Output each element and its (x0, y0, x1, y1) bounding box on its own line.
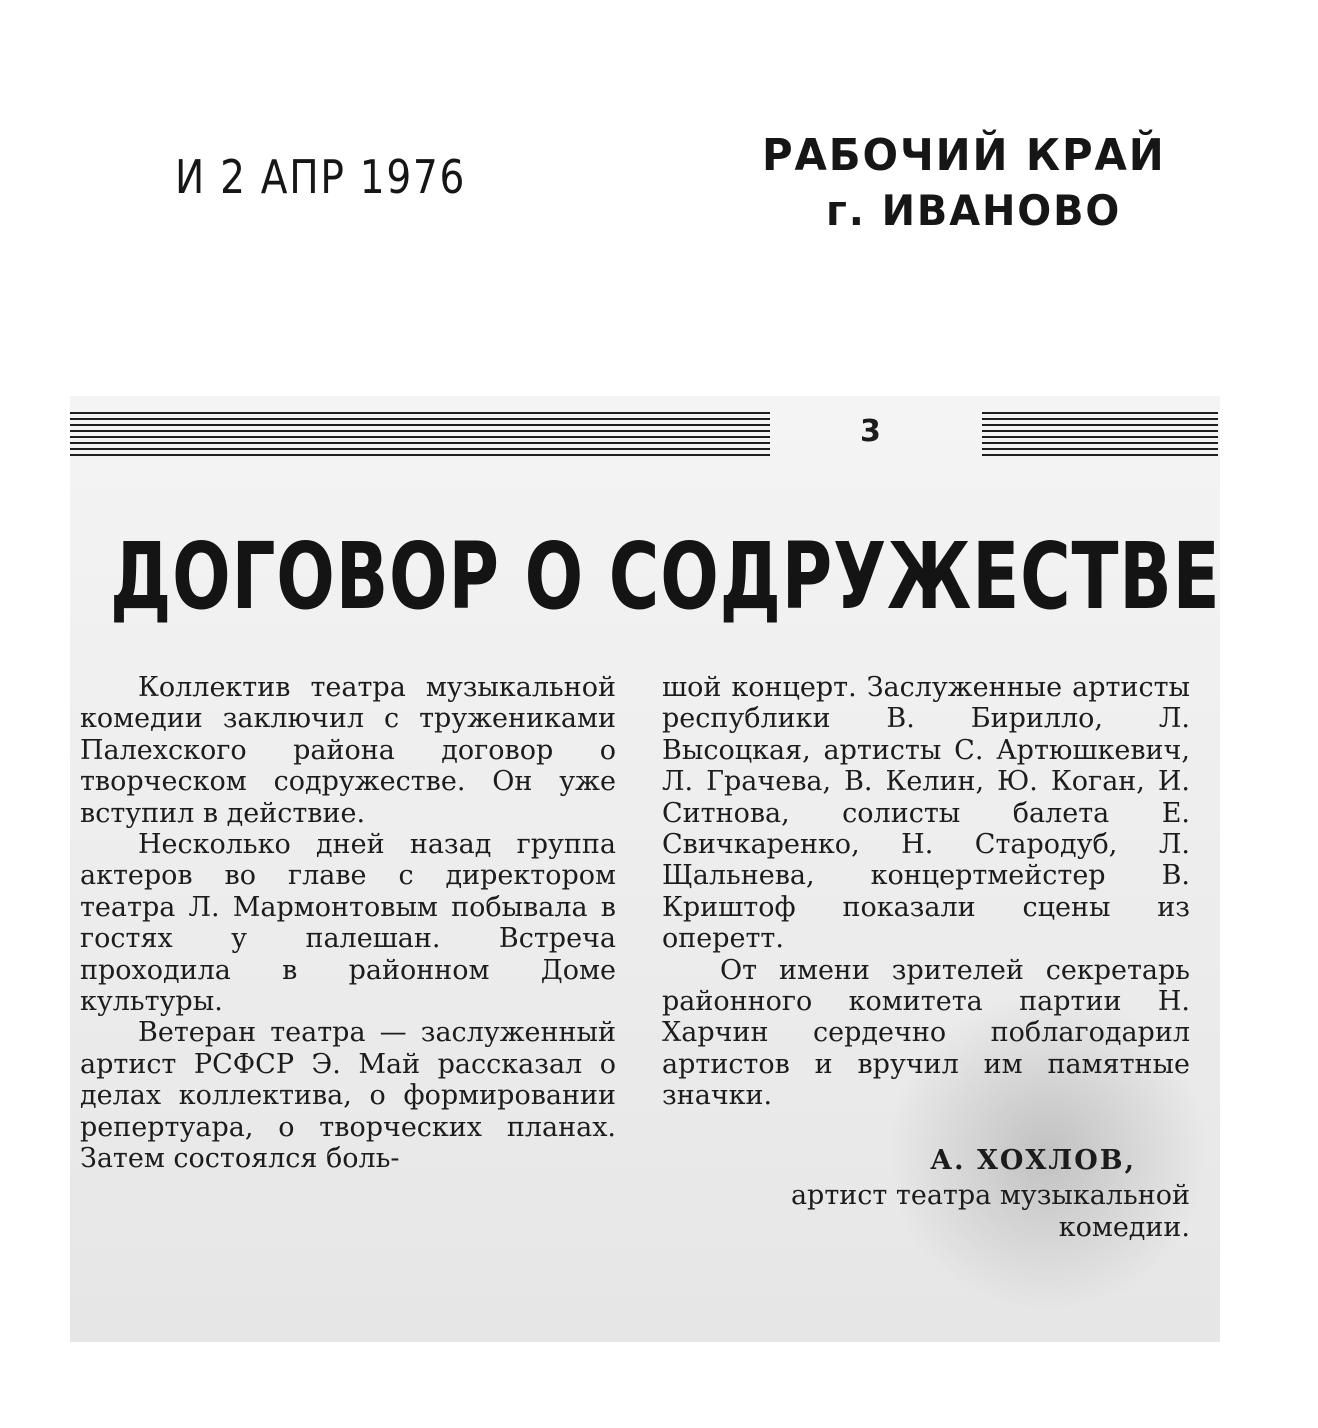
header-rules-right (982, 412, 1218, 456)
paragraph: шой концерт. Заслуженные артисты республики В. Бирилло, Л. Высоцкая, артисты С. Артюшкевич, Л. Грачева, В. Келин, Ю. Коган, И. Ситнова, солисты балета Е. Свичкаренко, Н. Стародуб, Л. Щальнева, концертмейстер В. Криштоф показали сцены из оперетт. (662, 672, 1190, 955)
header-rules-left (70, 412, 770, 456)
newspaper-name-stamp: РАБОЧИЙ КРАЙ (762, 130, 1166, 181)
author-name: А. ХОХЛОВ, (930, 1144, 1136, 1176)
newspaper-city-stamp: г. ИВАНОВО (826, 186, 1122, 235)
article-headline: ДОГОВОР О СОДРУЖЕСТВЕ (110, 524, 1221, 631)
paragraph: От имени зрителей секретарь районного комитета партии Н. Харчин сердечно поблагодарил артистов и вручил им памятные значки. (662, 954, 1190, 1112)
author-title: артист театра музыкальной (790, 1180, 1190, 1212)
newspaper-clipping (70, 396, 1220, 1342)
paragraph: Коллектив театра музыкальной комедии заключил с тружениками Палехского района договор о творческом содружестве. Он уже вступил в действие. (80, 672, 616, 829)
page-number: 3 (860, 414, 881, 449)
article-column-left (80, 672, 616, 1175)
paragraph: Несколько дней назад группа актеров во главе с директором театра Л. Мармонтовым побывала в гостях у палешан. Встреча проходила в районном Доме культуры. (80, 829, 616, 1018)
article-column-right (662, 672, 1190, 1243)
date-stamp: И 2 АПР 1976 (175, 150, 467, 204)
author-place: комедии. (1058, 1211, 1190, 1243)
paragraph: Ветеран театра — заслуженный артист РСФСР Э. Май рассказал о делах коллектива, о формировании репертуара, о творческих планах. Затем состоялся боль- (80, 1017, 616, 1175)
